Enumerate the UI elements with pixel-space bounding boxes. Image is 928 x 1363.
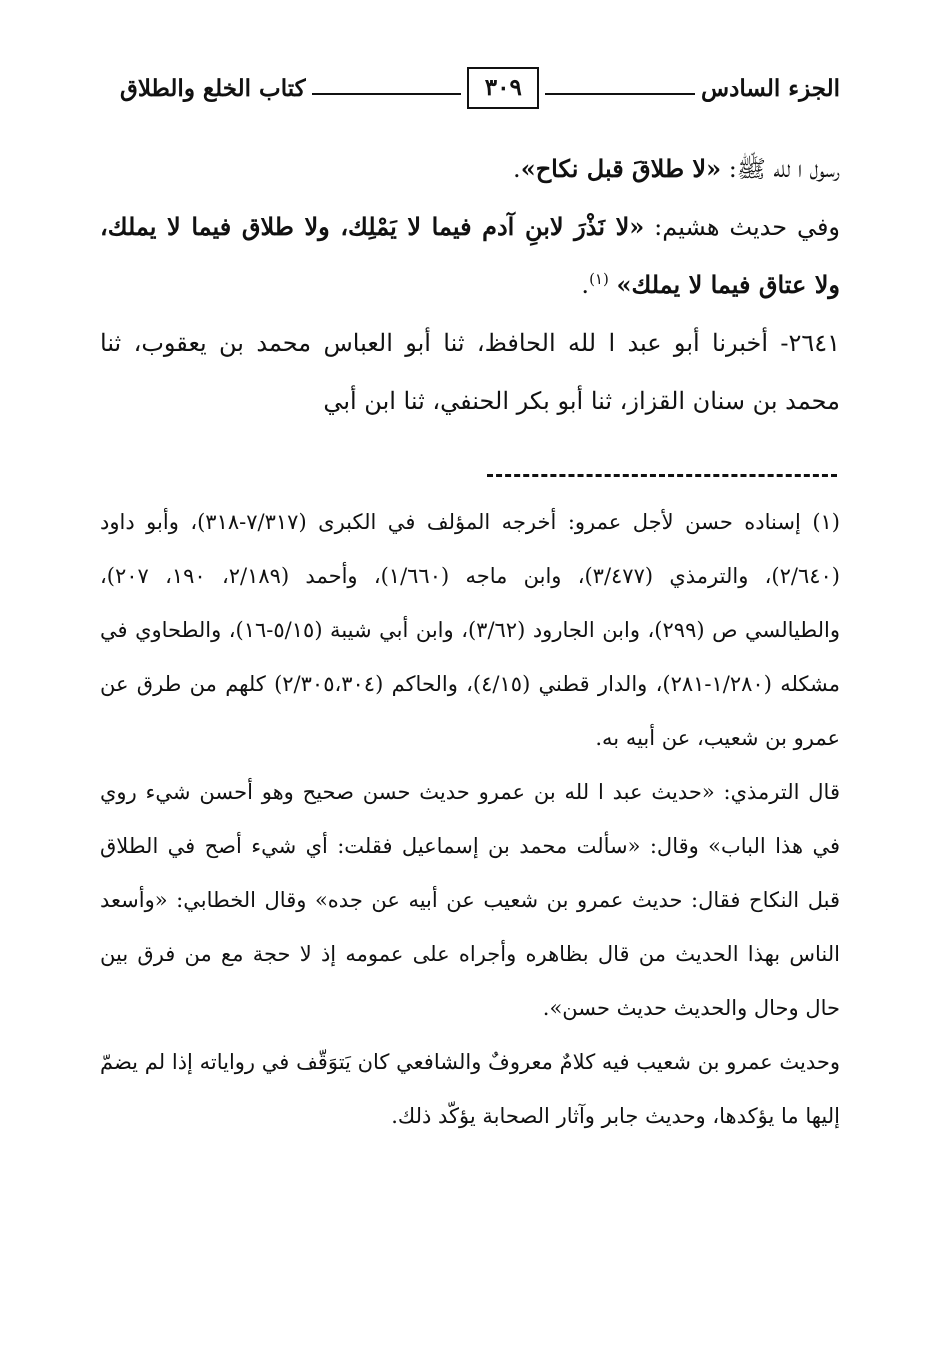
running-header — [120, 58, 840, 118]
volume-label: الجزء السادس — [701, 74, 840, 102]
body-line-1 — [100, 140, 840, 198]
body-paragraph-3: ٢٦٤١- أخبرنا أبو عبد ا لله الحافظ، ثنا أبو العباس محمد بن يعقوب، ثنا محمد بن سنان القزاز، ثنا أبو بكر الحنفي، ثنا ابن أبي — [100, 329, 841, 415]
header-rule-left — [312, 93, 462, 95]
main-text — [100, 140, 840, 430]
para2-quote: «لا نَذْرَ لابنِ آدم فيما لا يَمْلِك، ولا طلاق فيما لا يملك، ولا عتاق فيما لا يملك» — [100, 212, 840, 299]
book-title: كتاب الخلع والطلاق — [119, 74, 306, 102]
page-number: ٣٠٩ — [467, 67, 539, 109]
footnote-1: (١) إسناده حسن لأجل عمرو: أخرجه المؤلف في الكبرى (٧/٣١٧-٣١٨)، وأبو داود (٢/٦٤٠)، والترمذي (٣/٤٧٧)، وابن ماجه (١/٦٦٠)، وأحمد (٢/١٨٩، ١٩٠، ٢٠٧)، والطيالسي ص (٢٩٩)، وابن الجارود (٣/٦٢)، وابن أبي شيبة (٥/١٥-١٦)، والطحاوي في مشكله (١/٢٨٠-٢٨١)، والدار قطني (٤/١٥)، والحاكم (٢/٣٠٥،٣٠٤) كلهم من طرق عن عمرو بن شعيب، عن أبيه به. — [100, 510, 840, 750]
line1-quote: «لا طلاقَ قبل نكاح» — [520, 154, 722, 183]
para2-suffix: . — [581, 271, 590, 299]
footnote-paragraph-2: قال الترمذي: «حديث عبد ا لله بن عمرو حديث حسن صحيح وهو أحسن شيء روي في هذا الباب» وقال: «سألت محمد بن إسماعيل فقلت: أي شيء أصح في الطلاق قبل النكاح فقال: حديث عمرو بن شعيب عن أبيه عن جده» وقال الخطابي: «وأسعد الناس بهذا الحديث من قال بظاهره وأجراه على عمومه إذ لا حجة مع من فرق بين حال وحال والحديث حديث حسن». — [100, 780, 840, 1020]
footnote-reference: (١) — [589, 270, 609, 288]
para2-prefix: وفي حديث هشيم: — [644, 213, 841, 241]
footnote-separator — [487, 474, 837, 477]
header-rule-right — [545, 93, 695, 95]
line1-prefix: رسول ا لله ﷺ: — [721, 155, 840, 183]
footnote-paragraph-3: وحديث عمرو بن شعيب فيه كلامٌ معروفٌ والشافعي كان يَتوَقّف في رواياته إذا لم يضمّ إليها ما يؤكدها، وحديث جابر وآثار الصحابة يؤكّد ذلك. — [100, 1050, 840, 1128]
line1-suffix: . — [513, 155, 521, 183]
footnotes — [100, 495, 840, 1143]
body-paragraph-2 — [100, 198, 840, 314]
